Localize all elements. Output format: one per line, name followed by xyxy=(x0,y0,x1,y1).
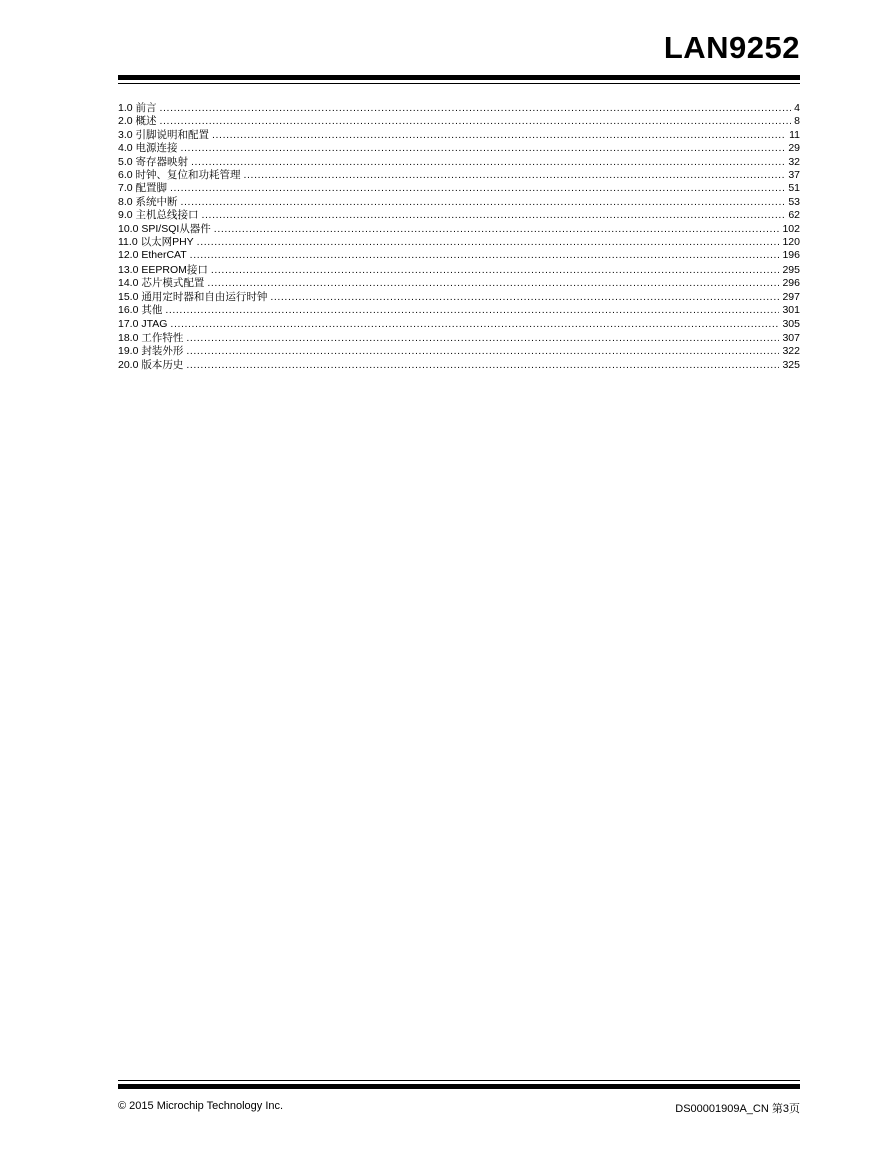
header-rule-thick xyxy=(118,75,800,80)
toc-entry-page: 29 xyxy=(788,142,800,155)
toc-entry[interactable] xyxy=(118,236,800,249)
toc-entry-label: 2.0 概述 xyxy=(118,115,157,128)
toc-leader-dots xyxy=(207,277,779,290)
toc-entry[interactable] xyxy=(118,249,800,262)
toc-entry-page: 297 xyxy=(782,290,800,303)
toc-leader-dots xyxy=(181,142,786,155)
toc-entry-label: 4.0 电源连接 xyxy=(118,142,178,155)
toc-entry-page: 296 xyxy=(782,277,800,290)
toc-entry[interactable] xyxy=(118,102,800,115)
footer-rule-thick xyxy=(118,1084,800,1089)
toc-entry-page: 301 xyxy=(782,304,800,317)
toc-entry-label: 3.0 引脚说明和配置 xyxy=(118,128,210,141)
toc-entry-page: 307 xyxy=(782,331,800,344)
toc-entry-label: 15.0 通用定时器和自由运行时钟 xyxy=(118,290,268,303)
toc-leader-dots xyxy=(160,115,792,128)
toc-entry[interactable] xyxy=(118,345,800,358)
toc-entry[interactable] xyxy=(118,332,800,345)
toc-entry-page: 8 xyxy=(794,115,800,128)
toc-leader-dots xyxy=(190,249,780,262)
toc-leader-dots xyxy=(211,264,780,277)
toc-leader-dots xyxy=(244,169,786,182)
toc-entry-page: 4 xyxy=(794,102,800,114)
toc-entry[interactable] xyxy=(118,156,800,169)
toc-entry-page: 53 xyxy=(788,195,800,208)
toc-entry-label: 16.0 其他 xyxy=(118,304,163,317)
toc-entry-page: 325 xyxy=(782,358,800,371)
toc-entry-label: 5.0 寄存器映射 xyxy=(118,155,189,168)
toc-leader-dots xyxy=(165,304,779,317)
toc-entry-page: 196 xyxy=(782,249,800,262)
toc-entry-page: 305 xyxy=(782,317,800,330)
toc-leader-dots xyxy=(186,359,779,372)
toc-entry-page: 37 xyxy=(788,169,800,182)
toc-entry[interactable] xyxy=(118,182,800,195)
toc-leader-dots xyxy=(270,291,779,304)
toc-entry[interactable] xyxy=(118,359,800,372)
toc-entry-label: 1.0 前言 xyxy=(118,102,157,114)
toc-entry-label: 8.0 系统中断 xyxy=(118,195,178,208)
toc-entry[interactable] xyxy=(118,196,800,209)
toc-entry-page: 295 xyxy=(782,263,800,276)
toc-entry[interactable] xyxy=(118,304,800,317)
toc-leader-dots xyxy=(212,129,786,142)
toc-entry-page: 51 xyxy=(788,182,800,195)
toc-entry-label: 17.0 JTAG xyxy=(118,317,168,330)
toc-leader-dots xyxy=(181,196,786,209)
toc-entry-label: 12.0 EtherCAT xyxy=(118,249,187,262)
toc-entry-label: 6.0 时钟、复位和功耗管理 xyxy=(118,169,241,182)
toc-leader-dots xyxy=(170,318,779,331)
toc-entry[interactable] xyxy=(118,264,800,277)
toc-entry-label: 11.0 以太网PHY xyxy=(118,236,194,249)
toc-entry[interactable] xyxy=(118,291,800,304)
toc-leader-dots xyxy=(191,156,785,169)
toc-entry[interactable] xyxy=(118,115,800,128)
toc-entry-label: 9.0 主机总线接口 xyxy=(118,209,199,222)
toc-entry[interactable] xyxy=(118,223,800,236)
toc-entry[interactable] xyxy=(118,169,800,182)
toc-entry[interactable] xyxy=(118,318,800,331)
toc-leader-dots xyxy=(202,209,786,222)
toc-entry-page: 102 xyxy=(782,222,800,235)
toc-entry[interactable] xyxy=(118,129,800,142)
toc-entry-page: 32 xyxy=(788,155,800,168)
toc-leader-dots xyxy=(214,223,780,236)
toc-entry-label: 13.0 EEPROM接口 xyxy=(118,263,208,276)
footer-rule-thin xyxy=(118,1080,800,1081)
toc-leader-dots xyxy=(170,182,785,195)
toc-entry[interactable] xyxy=(118,277,800,290)
toc-entry-page: 120 xyxy=(782,236,800,249)
toc-entry[interactable] xyxy=(118,209,800,222)
toc-entry[interactable] xyxy=(118,142,800,155)
toc-entry-page: 322 xyxy=(782,345,800,358)
toc-entry-page: 62 xyxy=(788,209,800,222)
toc-entry-page: 11 xyxy=(789,128,800,141)
toc-entry-label: 18.0 工作特性 xyxy=(118,331,184,344)
toc-entry-label: 19.0 封装外形 xyxy=(118,345,184,358)
toc-leader-dots xyxy=(160,102,792,115)
toc-leader-dots xyxy=(186,332,779,345)
toc-leader-dots xyxy=(186,345,779,358)
footer-copyright: © 2015 Microchip Technology Inc. xyxy=(118,1100,284,1112)
toc-entry-label: 10.0 SPI/SQI从器件 xyxy=(118,222,211,235)
document-title: LAN9252 xyxy=(663,30,800,65)
header-rule-thin xyxy=(118,83,800,84)
toc-entry-label: 7.0 配置脚 xyxy=(118,182,168,195)
toc-entry-label: 20.0 版本历史 xyxy=(118,358,184,371)
toc-entry-label: 14.0 芯片模式配置 xyxy=(118,277,205,290)
toc-leader-dots xyxy=(197,236,780,249)
table-of-contents xyxy=(118,102,800,372)
footer-doc-id: DS00001909A_CN 第3页 xyxy=(675,1103,800,1115)
